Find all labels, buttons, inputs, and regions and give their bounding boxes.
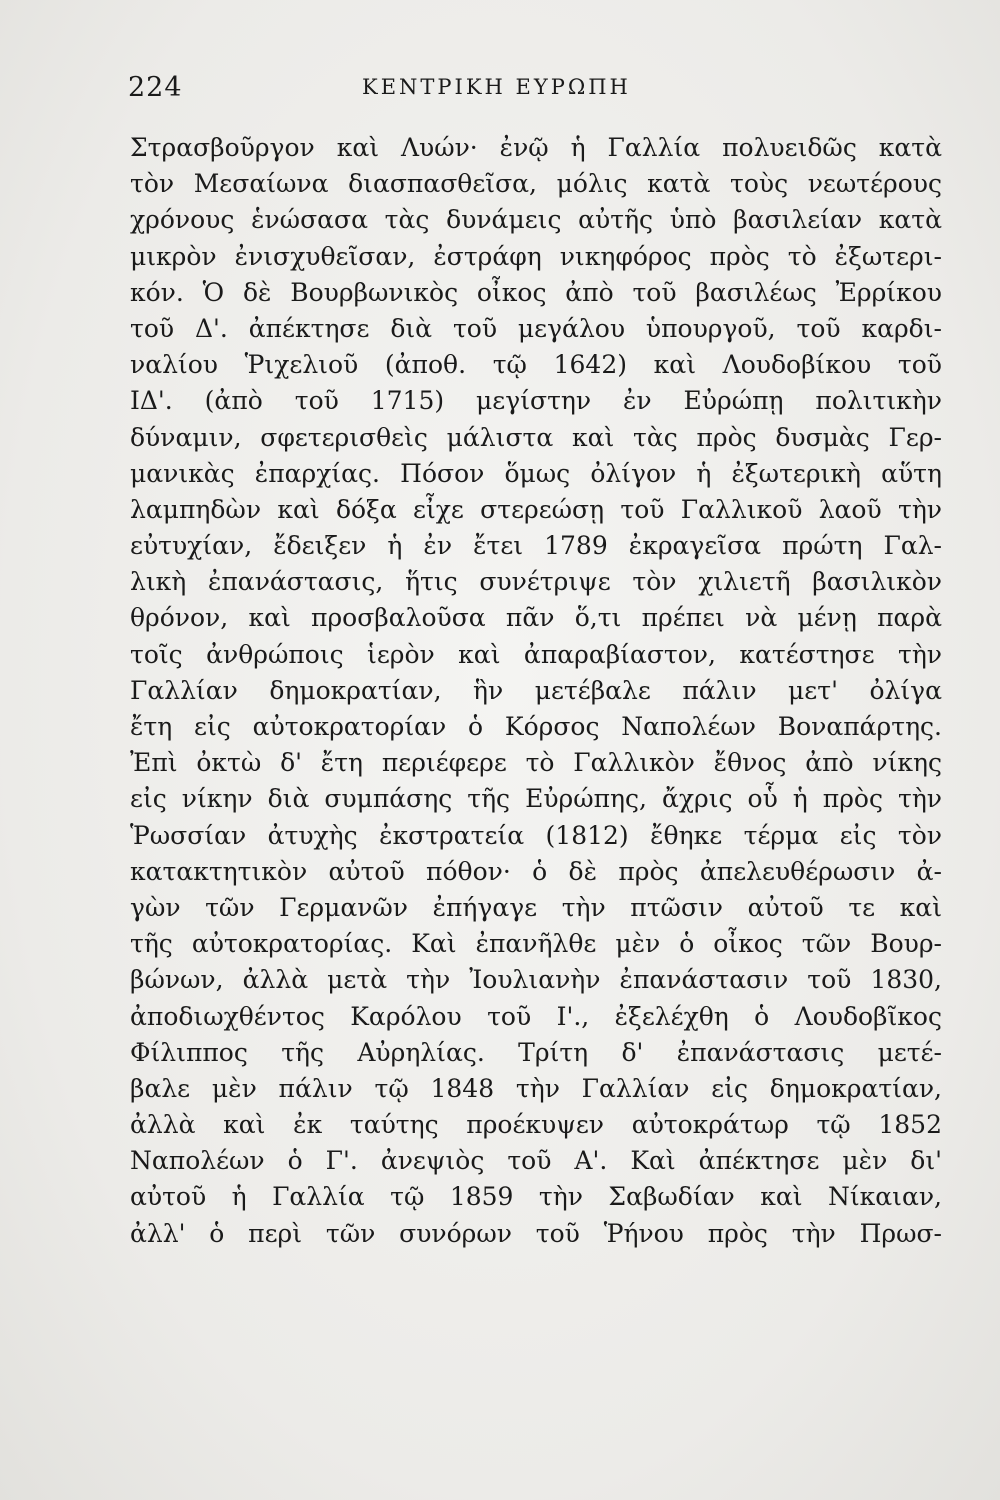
text-line: ναλίου Ῥιχελιοῦ (ἀποθ. τῷ 1642) καὶ Λουδοβίκου τοῦ: [130, 350, 942, 380]
page-number: 224: [128, 72, 183, 103]
text-line: τοῦ Δ'. ἀπέκτησε διὰ τοῦ μεγάλου ὑπουργοῦ, τοῦ καρδι-: [130, 313, 942, 343]
text-line: ἀποδιωχθέντος Καρόλου τοῦ Ι'., ἐξελέχθη ὁ Λουδοβῖκος: [130, 1001, 942, 1031]
text-line: λικὴ ἐπανάστασις, ἥτις συνέτριψε τὸν χιλιετῆ βασιλικὸν: [130, 567, 942, 597]
text-line: Ναπολέων ὁ Γ'. ἀνεψιὸς τοῦ Α'. Καὶ ἀπέκτησε μὲν δι': [130, 1146, 942, 1176]
page-header: [128, 72, 932, 112]
running-head: ΚΕΝΤΡΙΚΗ ΕΥΡΩΠΗ: [362, 75, 631, 99]
text-line: δύναμιν, σφετερισθεὶς μάλιστα καὶ τὰς πρὸς δυσμὰς Γερ-: [130, 422, 942, 452]
text-line: λαμπηδὼν καὶ δόξα εἶχε στερεώσῃ τοῦ Γαλλικοῦ λαοῦ τὴν: [130, 494, 942, 524]
text-line: χρόνους ἑνώσασα τὰς δυνάμεις αὐτῆς ὑπὸ βασιλείαν κατὰ: [130, 205, 942, 235]
text-line: κόν. Ὁ δὲ Βουρβωνικὸς οἶκος ἀπὸ τοῦ βασιλέως Ἐρρίκου: [130, 277, 942, 307]
text-line: γὼν τῶν Γερμανῶν ἐπήγαγε τὴν πτῶσιν αὐτοῦ τε καὶ: [130, 892, 942, 922]
text-line: κατακτητικὸν αὐτοῦ πόθον· ὁ δὲ πρὸς ἀπελευθέρωσιν ἀ-: [130, 856, 942, 886]
text-line: Ῥωσσίαν ἀτυχὴς ἐκστρατεία (1812) ἔθηκε τέρμα εἰς τὸν: [130, 820, 942, 850]
text-line: ΙΔ'. (ἀπὸ τοῦ 1715) μεγίστην ἐν Εὐρώπῃ πολιτικὴν: [130, 386, 942, 416]
text-line: βώνων, ἀλλὰ μετὰ τὴν Ἰουλιανὴν ἐπανάστασιν τοῦ 1830,: [130, 965, 942, 995]
text-line: Φίλιππος τῆς Αὐρηλίας. Τρίτη δ' ἐπανάστασις μετέ-: [130, 1037, 942, 1067]
text-line: ἀλλ' ὁ περὶ τῶν συνόρων τοῦ Ῥήνου πρὸς τὴν Πρωσ-: [130, 1218, 942, 1248]
text-line: ἀλλὰ καὶ ἐκ ταύτης προέκυψεν αὐτοκράτωρ τῷ 1852: [130, 1110, 942, 1140]
text-line: τὸν Μεσαίωνα διασπασθεῖσα, μόλις κατὰ τοὺς νεωτέρους: [130, 169, 942, 199]
text-line: εἰς νίκην διὰ συμπάσης τῆς Εὐρώπης, ἄχρις οὗ ἡ πρὸς τὴν: [130, 784, 942, 814]
text-line: Ἐπὶ ὀκτὼ δ' ἔτη περιέφερε τὸ Γαλλικὸν ἔθνος ἀπὸ νίκης: [130, 748, 942, 778]
text-line: αὐτοῦ ἡ Γαλλία τῷ 1859 τὴν Σαβωδίαν καὶ Νίκαιαν,: [130, 1182, 942, 1212]
text-line: μικρὸν ἐνισχυθεῖσαν, ἐστράφη νικηφόρος πρὸς τὸ ἐξωτερι-: [130, 241, 942, 271]
text-line: μανικὰς ἐπαρχίας. Πόσον ὅμως ὀλίγον ἡ ἐξωτερικὴ αὕτη: [130, 458, 942, 488]
text-line: τοῖς ἀνθρώποις ἱερὸν καὶ ἀπαραβίαστον, κατέστησε τὴν: [130, 639, 942, 669]
text-line: ἔτη εἰς αὐτοκρατορίαν ὁ Κόρσος Ναπολέων Βοναπάρτης.: [130, 712, 942, 741]
body-text: [130, 130, 942, 1252]
text-line: τῆς αὐτοκρατορίας. Καὶ ἐπανῆλθε μὲν ὁ οἶκος τῶν Βουρ-: [130, 929, 942, 959]
text-line: βαλε μὲν πάλιν τῷ 1848 τὴν Γαλλίαν εἰς δημοκρατίαν,: [130, 1073, 942, 1103]
text-line: εὐτυχίαν, ἔδειξεν ἡ ἐν ἔτει 1789 ἐκραγεῖσα πρώτη Γαλ-: [130, 531, 942, 561]
text-line: Στρασβοῦργον καὶ Λυών· ἐνῷ ἡ Γαλλία πολυειδῶς κατὰ: [130, 133, 942, 162]
text-line: θρόνον, καὶ προσβαλοῦσα πᾶν ὅ,τι πρέπει νὰ μένῃ παρὰ: [130, 603, 942, 633]
text-line: Γαλλίαν δημοκρατίαν, ἣν μετέβαλε πάλιν μετ' ὀλίγα: [130, 675, 942, 705]
